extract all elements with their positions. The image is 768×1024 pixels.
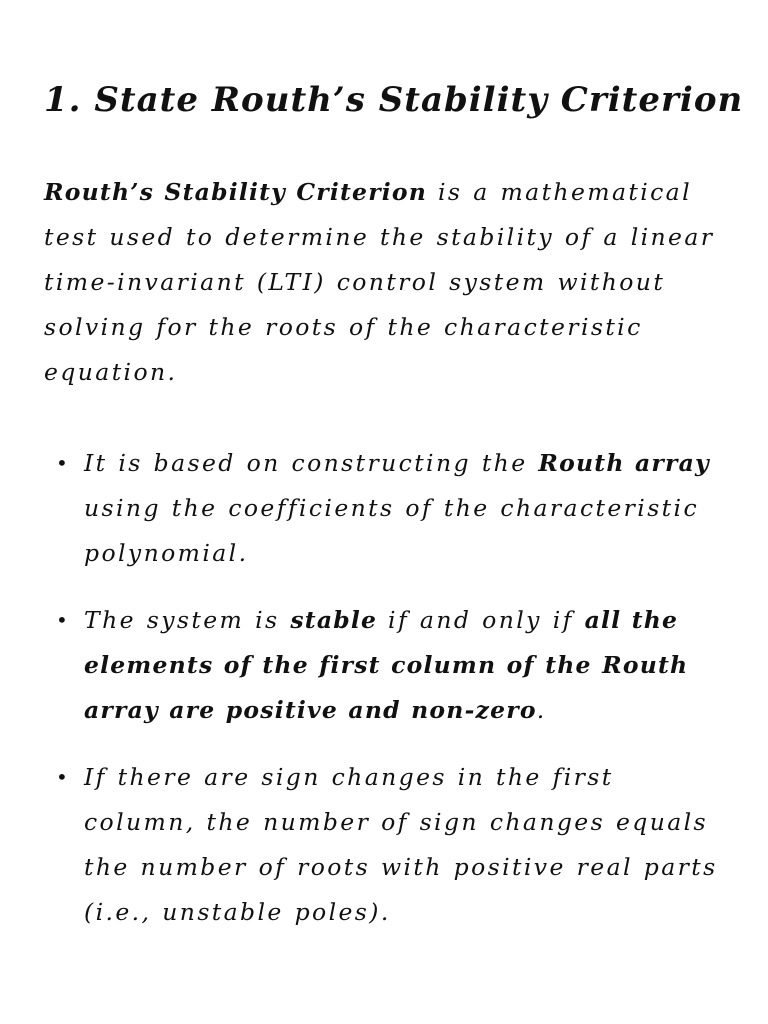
intro-term: Routh’s Stability Criterion [44,178,428,206]
bullet-text: If there are sign changes in the first column, the number of sign changes equals the number of roots with positive real parts (i.e., unstable poles). [84,763,718,926]
intro-text: is a mathematical test used to determine the stability of a linear time-invariant (LTI) control system without solving for the roots of the characteristic equation. [44,178,715,386]
bullet-list [56,441,736,957]
bullet-text: The system is [84,606,291,634]
bullet-text: using the coefficients of the characteristic polynomial. [84,494,700,567]
bullet-icon: • [56,451,68,475]
page-title: 1. State Routh’s Stability Criterion [44,80,744,120]
list-item [56,441,736,576]
bullet-text: if and only if [377,606,585,634]
bullet-bold-text: Routh array [538,449,710,477]
list-item [56,755,736,935]
bullet-bold-text: all the elements of the first column of the Routh array are positive and non-zero [84,606,689,724]
bullet-icon: • [56,608,68,632]
intro-paragraph [44,170,734,395]
bullet-bold-text: stable [290,606,378,634]
bullet-icon: • [56,765,68,789]
bullet-text: It is based on constructing the [84,449,539,477]
list-item [56,598,736,733]
bullet-text: . [536,696,547,724]
